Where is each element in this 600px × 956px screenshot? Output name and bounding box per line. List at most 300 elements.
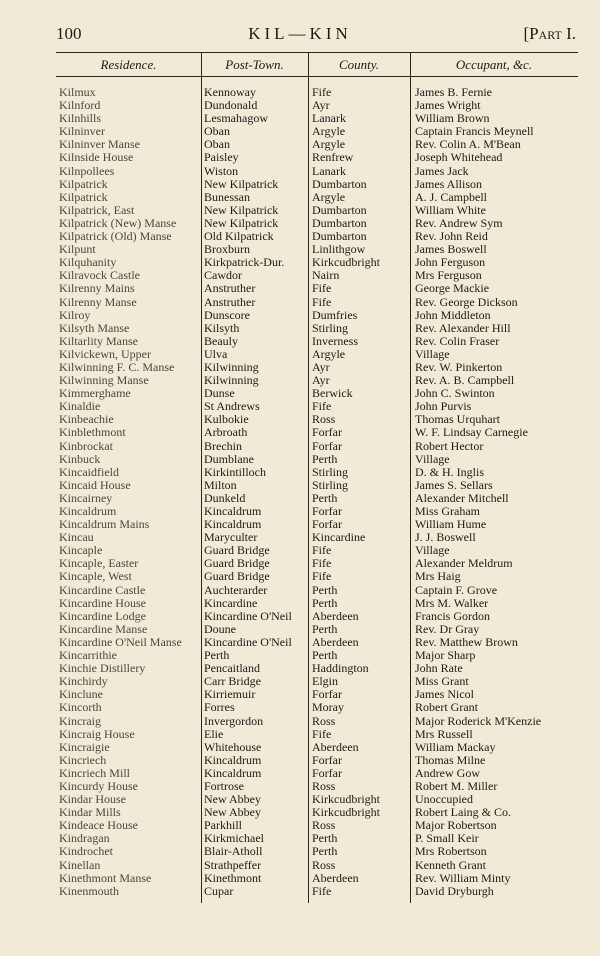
county-cell: Forfar: [312, 766, 342, 780]
county-cell: Perth: [312, 832, 338, 846]
occupant-cell: Rev. Colin A. M'Bean: [415, 138, 521, 152]
table-row: [56, 217, 578, 230]
residence-cell: Kincriech: [59, 753, 107, 767]
table-row: [56, 99, 578, 112]
post-town-cell: Cawdor: [204, 269, 242, 283]
residence-cell: Kincriech Mill: [59, 766, 130, 780]
post-town-cell: Kilwinning: [204, 374, 259, 388]
residence-cell: Kinenmouth: [59, 884, 119, 898]
occupant-cell: W. F. Lindsay Carnegie: [415, 426, 528, 440]
post-town-cell: Kincaldrum: [204, 753, 262, 767]
county-cell: Fife: [312, 884, 332, 898]
residence-cell: Kilvickewn, Upper: [59, 347, 151, 361]
table-row: [56, 413, 578, 426]
occupant-cell: Rev. W. Pinkerton: [415, 360, 503, 374]
post-town-cell: Invergordon: [204, 714, 264, 728]
county-cell: Dumbarton: [312, 203, 367, 217]
county-cell: Fife: [312, 544, 332, 558]
residence-cell: Kinethmont Manse: [59, 871, 152, 885]
residence-cell: Kindar Mills: [59, 806, 121, 820]
occupant-cell: Joseph Whitehead: [415, 151, 503, 165]
post-town-cell: New Kilpatrick: [204, 203, 279, 217]
occupant-cell: Mrs Russell: [415, 727, 473, 741]
county-cell: Forfar: [312, 426, 342, 440]
residence-cell: Kilravock Castle: [59, 269, 140, 283]
post-town-cell: Brechin: [204, 439, 242, 453]
county-cell: Nairn: [312, 269, 340, 283]
residence-cell: Kilsyth Manse: [59, 321, 130, 335]
residence-cell: Kinchie Distillery: [59, 662, 146, 676]
occupant-cell: P. Small Keir: [415, 832, 479, 846]
table-row: [56, 728, 578, 741]
page-number: 100: [56, 24, 82, 43]
residence-cell: Kincorth: [59, 701, 102, 715]
county-cell: Kirkcudbright: [312, 806, 380, 820]
post-town-cell: Oban: [204, 125, 230, 139]
post-town-cell: Kilsyth: [204, 321, 240, 335]
county-cell: Fife: [312, 557, 332, 571]
table-row: [56, 387, 578, 400]
county-cell: Stirling: [312, 465, 349, 479]
residence-cell: Kincardine Lodge: [59, 609, 146, 623]
residence-cell: Kincraig: [59, 714, 101, 728]
county-cell: Forfar: [312, 518, 342, 532]
residence-cell: Kilpatrick (New) Manse: [59, 216, 177, 230]
post-town-cell: Kulbokie: [204, 413, 249, 427]
occupant-cell: James S. Sellars: [415, 478, 493, 492]
table-row: [56, 440, 578, 453]
table-row: [56, 636, 578, 649]
county-cell: Dumfries: [312, 308, 358, 322]
post-town-cell: Strathpeffer: [204, 858, 262, 872]
table-row: [56, 335, 578, 348]
occupant-cell: Village: [415, 452, 450, 466]
table-row: [56, 151, 578, 164]
post-town-cell: Kincaldrum: [204, 505, 262, 518]
table-row: [56, 845, 578, 858]
county-cell: Aberdeen: [312, 609, 359, 623]
table-row: [56, 322, 578, 335]
table-row: [56, 374, 578, 387]
occupant-cell: James Allison: [415, 177, 483, 191]
post-town-cell: Kincardine O'Neil: [204, 609, 292, 623]
county-cell: Argyle: [312, 347, 346, 361]
table-row: [56, 309, 578, 322]
table-row: [56, 885, 578, 898]
county-cell: Perth: [312, 622, 338, 636]
page-header: [0, 24, 600, 46]
residence-cell: Kinbuck: [59, 452, 101, 466]
occupant-cell: Mrs Ferguson: [415, 269, 482, 283]
residence-cell: Kindar House: [59, 793, 126, 807]
post-town-cell: Kincaldrum: [204, 518, 262, 532]
residence-cell: Kincardine O'Neil Manse: [59, 635, 182, 649]
post-town-cell: Ulva: [204, 347, 228, 361]
occupant-cell: Captain F. Grove: [415, 583, 498, 597]
post-town-cell: Anstruther: [204, 282, 256, 296]
table-row: [56, 859, 578, 872]
occupant-cell: Rev. A. B. Campbell: [415, 374, 515, 388]
residence-cell: Kincaid House: [59, 478, 131, 492]
occupant-cell: James Boswell: [415, 243, 487, 257]
table-row: [56, 138, 578, 151]
residence-cell: Kiltarlity Manse: [59, 334, 138, 348]
top-rule: [56, 52, 578, 53]
county-cell: Perth: [312, 452, 338, 466]
residence-cell: Kincardine House: [59, 596, 146, 610]
post-town-cell: Dunkeld: [204, 491, 246, 505]
residence-cell: Kincraig House: [59, 727, 135, 741]
residence-cell: Kilpatrick, East: [59, 203, 135, 217]
residence-cell: Kilrenny Mains: [59, 282, 135, 296]
post-town-cell: Kirkpatrick-Dur.: [204, 256, 285, 270]
table-row: [56, 832, 578, 845]
occupant-cell: Rev. John Reid: [415, 230, 488, 244]
county-cell: Ross: [312, 714, 336, 728]
county-cell: Fife: [312, 727, 332, 741]
post-town-cell: St Andrews: [204, 400, 260, 414]
occupant-cell: William Brown: [415, 112, 490, 126]
county-cell: Argyle: [312, 190, 346, 204]
county-cell: Perth: [312, 649, 338, 663]
county-cell: Linlithgow: [312, 243, 366, 257]
post-town-cell: Whitehouse: [204, 740, 262, 754]
post-town-cell: Beauly: [204, 334, 238, 348]
occupant-cell: John Middleton: [415, 308, 491, 322]
occupant-cell: Robert Laing & Co.: [415, 806, 511, 820]
county-cell: Haddington: [312, 662, 369, 676]
table-row: [56, 348, 578, 361]
post-town-cell: Cupar: [204, 884, 234, 898]
occupant-cell: J. J. Boswell: [415, 531, 476, 545]
residence-cell: Kilnhills: [59, 112, 102, 126]
county-cell: Dumbarton: [312, 177, 367, 191]
table-row: [56, 400, 578, 413]
occupant-cell: James Jack: [415, 164, 469, 178]
post-town-cell: Bunessan: [204, 190, 250, 204]
residence-cell: Kincaple: [59, 544, 103, 558]
table-row: [56, 256, 578, 269]
table-row: [56, 453, 578, 466]
post-town-cell: Kirkintilloch: [204, 465, 266, 479]
occupant-cell: Mrs M. Walker: [415, 596, 489, 610]
county-cell: Ayr: [312, 99, 330, 113]
county-cell: Argyle: [312, 125, 346, 139]
table-row: [56, 649, 578, 662]
county-cell: Fife: [312, 400, 332, 414]
occupant-cell: Miss Grant: [415, 675, 469, 689]
table-row: [56, 806, 578, 819]
county-cell: Aberdeen: [312, 635, 359, 649]
occupant-cell: George Mackie: [415, 282, 490, 296]
occupant-cell: Miss Graham: [415, 505, 480, 518]
post-town-cell: Arbroath: [204, 426, 248, 440]
table-row: [56, 610, 578, 623]
residence-cell: Kilroy: [59, 308, 91, 322]
occupant-cell: Major Roderick M'Kenzie: [415, 714, 542, 728]
occupant-cell: Alexander Meldrum: [415, 557, 513, 571]
residence-cell: Kinbeachie: [59, 413, 114, 427]
occupant-cell: Thomas Urquhart: [415, 413, 500, 427]
residence-cell: Kinclune: [59, 688, 103, 702]
post-town-cell: Wiston: [204, 164, 239, 178]
table-row: [56, 426, 578, 439]
occupant-cell: Major Robertson: [415, 819, 497, 833]
occupant-cell: Robert Grant: [415, 701, 478, 715]
county-cell: Lanark: [312, 164, 346, 178]
table-row: [56, 86, 578, 99]
residence-cell: Kincairney: [59, 491, 113, 505]
county-cell: Perth: [312, 596, 338, 610]
table-row: [56, 597, 578, 610]
post-town-cell: Elie: [204, 727, 224, 741]
residence-cell: Kincau: [59, 531, 94, 545]
post-town-cell: Dunse: [204, 387, 235, 401]
occupant-cell: Alexander Mitchell: [415, 491, 509, 505]
table-row: [56, 741, 578, 754]
occupant-cell: Robert Hector: [415, 439, 484, 453]
table-row: [56, 584, 578, 597]
county-cell: Fife: [312, 570, 332, 584]
table-row: [56, 178, 578, 191]
table-row: [56, 518, 578, 531]
residence-cell: Kincraigie: [59, 740, 110, 754]
residence-cell: Kincaple, West: [59, 570, 132, 584]
county-cell: Fife: [312, 86, 332, 99]
county-cell: Ayr: [312, 360, 330, 374]
county-cell: Ross: [312, 858, 336, 872]
column-header-residence: Residence.: [100, 57, 157, 72]
occupant-cell: Kenneth Grant: [415, 858, 486, 872]
occupant-cell: William Mackay: [415, 740, 496, 754]
post-town-cell: Guard Bridge: [204, 570, 270, 584]
table-row: [56, 557, 578, 570]
table-row: [56, 793, 578, 806]
county-cell: Perth: [312, 583, 338, 597]
occupant-cell: Thomas Milne: [415, 753, 486, 767]
occupant-cell: Major Sharp: [415, 649, 476, 663]
post-town-cell: Guard Bridge: [204, 557, 270, 571]
county-cell: Ross: [312, 413, 336, 427]
residence-cell: Kindeace House: [59, 819, 138, 833]
county-cell: Moray: [312, 701, 344, 715]
residence-cell: Kincaldrum: [59, 505, 117, 518]
table-row: [56, 872, 578, 885]
post-town-cell: Pencaitland: [204, 662, 260, 676]
occupant-cell: James B. Fernie: [415, 86, 492, 99]
table-row: [56, 544, 578, 557]
residence-cell: Kinblethmont: [59, 426, 126, 440]
post-town-cell: Kincardine: [204, 596, 258, 610]
header-rule: [56, 76, 578, 77]
table-row: [56, 112, 578, 125]
residence-cell: Kincardine Manse: [59, 622, 148, 636]
post-town-cell: New Abbey: [204, 806, 261, 820]
residence-cell: Kinchirdy: [59, 675, 108, 689]
post-town-cell: Kilwinning: [204, 360, 259, 374]
residence-cell: Kinaldie: [59, 400, 101, 414]
post-town-cell: Maryculter: [204, 531, 258, 545]
residence-cell: Kilquhanity: [59, 256, 117, 270]
residence-cell: Kindrochet: [59, 845, 113, 859]
post-town-cell: Paisley: [204, 151, 239, 165]
county-cell: Forfar: [312, 505, 342, 518]
county-cell: Fife: [312, 282, 332, 296]
table-row: [56, 780, 578, 793]
table-row: [56, 688, 578, 701]
occupant-cell: John C. Swinton: [415, 387, 495, 401]
table-row: [56, 662, 578, 675]
column-header-county: County.: [338, 57, 380, 72]
occupant-cell: Rev. Andrew Sym: [415, 216, 503, 230]
county-cell: Renfrew: [312, 151, 354, 165]
county-cell: Kirkcudbright: [312, 793, 380, 807]
county-cell: Ross: [312, 819, 336, 833]
residence-cell: Kilnpollees: [59, 164, 115, 178]
occupant-cell: Mrs Haig: [415, 570, 461, 584]
occupant-cell: Village: [415, 544, 450, 558]
table-row: [56, 767, 578, 780]
occupant-cell: D. & H. Inglis: [415, 465, 484, 479]
residence-cell: Kincaldrum Mains: [59, 518, 150, 532]
table-row: [56, 492, 578, 505]
table-row: [56, 754, 578, 767]
post-town-cell: Carr Bridge: [204, 675, 261, 689]
residence-cell: Kilpatrick: [59, 190, 108, 204]
table-row: [56, 479, 578, 492]
table-row: [56, 125, 578, 138]
occupant-cell: A. J. Campbell: [415, 190, 487, 204]
county-cell: Kincardine: [312, 531, 366, 545]
table-row: [56, 165, 578, 178]
post-town-cell: Anstruther: [204, 295, 256, 309]
post-town-cell: Fortrose: [204, 779, 244, 793]
occupant-cell: Andrew Gow: [415, 766, 480, 780]
post-town-cell: Kirkmichael: [204, 832, 264, 846]
county-cell: Fife: [312, 295, 332, 309]
table-row: [56, 701, 578, 714]
occupant-cell: Rev. Alexander Hill: [415, 321, 511, 335]
post-town-cell: Kincardine O'Neil: [204, 635, 292, 649]
post-town-cell: Dumblane: [204, 452, 254, 466]
residence-cell: Kilmux: [59, 86, 96, 99]
county-cell: Kirkcudbright: [312, 256, 380, 270]
table-row: [56, 570, 578, 583]
residence-cell: Kincaidfield: [59, 465, 119, 479]
county-cell: Berwick: [312, 387, 353, 401]
occupant-cell: Robert M. Miller: [415, 779, 498, 793]
column-header-occupant: Occupant, &c.: [455, 57, 533, 72]
residence-cell: Kilpunt: [59, 243, 96, 257]
post-town-cell: New Abbey: [204, 793, 261, 807]
residence-cell: Kilrenny Manse: [59, 295, 137, 309]
page-title: KIL—KIN: [248, 24, 352, 43]
table-row: [56, 230, 578, 243]
post-town-cell: Doune: [204, 622, 236, 636]
table-row: [56, 361, 578, 374]
table-row: [56, 466, 578, 479]
county-cell: Forfar: [312, 753, 342, 767]
residence-cell: Kincaple, Easter: [59, 557, 139, 571]
post-town-cell: Kincaldrum: [204, 766, 262, 780]
occupant-cell: Unoccupied: [415, 793, 473, 807]
occupant-cell: William White: [415, 203, 486, 217]
residence-cell: Kilwinning Manse: [59, 374, 149, 388]
post-town-cell: Lesmahagow: [204, 112, 268, 126]
occupant-cell: Rev. Colin Fraser: [415, 334, 500, 348]
post-town-cell: Broxburn: [204, 243, 250, 257]
county-cell: Argyle: [312, 138, 346, 152]
occupant-cell: Captain Francis Meynell: [415, 125, 534, 139]
table-row: [56, 819, 578, 832]
residence-cell: Kincarrithie: [59, 649, 117, 663]
county-cell: Ross: [312, 779, 336, 793]
residence-cell: Kincardine Castle: [59, 583, 146, 597]
table-row: [56, 204, 578, 217]
county-cell: Ayr: [312, 374, 330, 388]
county-cell: Dumbarton: [312, 230, 367, 244]
residence-cell: Kilwinning F. C. Manse: [59, 360, 175, 374]
post-town-cell: Kinethmont: [204, 871, 262, 885]
post-town-cell: Parkhill: [204, 819, 242, 833]
post-town-cell: Auchterarder: [204, 583, 268, 597]
occupant-cell: Francis Gordon: [415, 609, 490, 623]
occupant-cell: Mrs Robertson: [415, 845, 487, 859]
table-row: [56, 296, 578, 309]
occupant-cell: Rev. Matthew Brown: [415, 635, 518, 649]
occupant-cell: Rev. George Dickson: [415, 295, 518, 309]
table-row: [56, 715, 578, 728]
county-cell: Stirling: [312, 478, 349, 492]
occupant-cell: James Nicol: [415, 688, 474, 702]
column-header-post-town: Post-Town.: [225, 57, 284, 72]
occupant-cell: John Rate: [415, 662, 463, 676]
residence-cell: Kilpatrick (Old) Manse: [59, 230, 172, 244]
county-cell: Dumbarton: [312, 216, 367, 230]
county-cell: Stirling: [312, 321, 349, 335]
occupant-cell: Village: [415, 347, 450, 361]
residence-cell: Kindragan: [59, 832, 110, 846]
table-row: [56, 269, 578, 282]
occupant-cell: Rev. William Minty: [415, 871, 511, 885]
table-row: [56, 505, 578, 518]
post-town-cell: Blair-Atholl: [204, 845, 263, 859]
post-town-cell: Kirriemuir: [204, 688, 256, 702]
occupant-cell: John Purvis: [415, 400, 472, 414]
county-cell: Perth: [312, 845, 338, 859]
post-town-cell: Dundonald: [204, 99, 258, 113]
table-row: [56, 243, 578, 256]
county-cell: Lanark: [312, 112, 346, 126]
post-town-cell: Forres: [204, 701, 235, 715]
county-cell: Forfar: [312, 439, 342, 453]
county-cell: Aberdeen: [312, 740, 359, 754]
occupant-cell: James Wright: [415, 99, 481, 113]
residence-cell: Kilpatrick: [59, 177, 108, 191]
residence-cell: Kilninver Manse: [59, 138, 140, 152]
post-town-cell: Dunscore: [204, 308, 250, 322]
table-row: [56, 282, 578, 295]
residence-cell: Kincurdy House: [59, 779, 138, 793]
residence-cell: Kilnford: [59, 99, 101, 113]
post-town-cell: Kennoway: [204, 86, 256, 99]
table-row: [56, 531, 578, 544]
post-town-cell: Milton: [204, 478, 237, 492]
table-row: [56, 191, 578, 204]
county-cell: Perth: [312, 491, 338, 505]
table-row: [56, 675, 578, 688]
county-cell: Inverness: [312, 334, 358, 348]
